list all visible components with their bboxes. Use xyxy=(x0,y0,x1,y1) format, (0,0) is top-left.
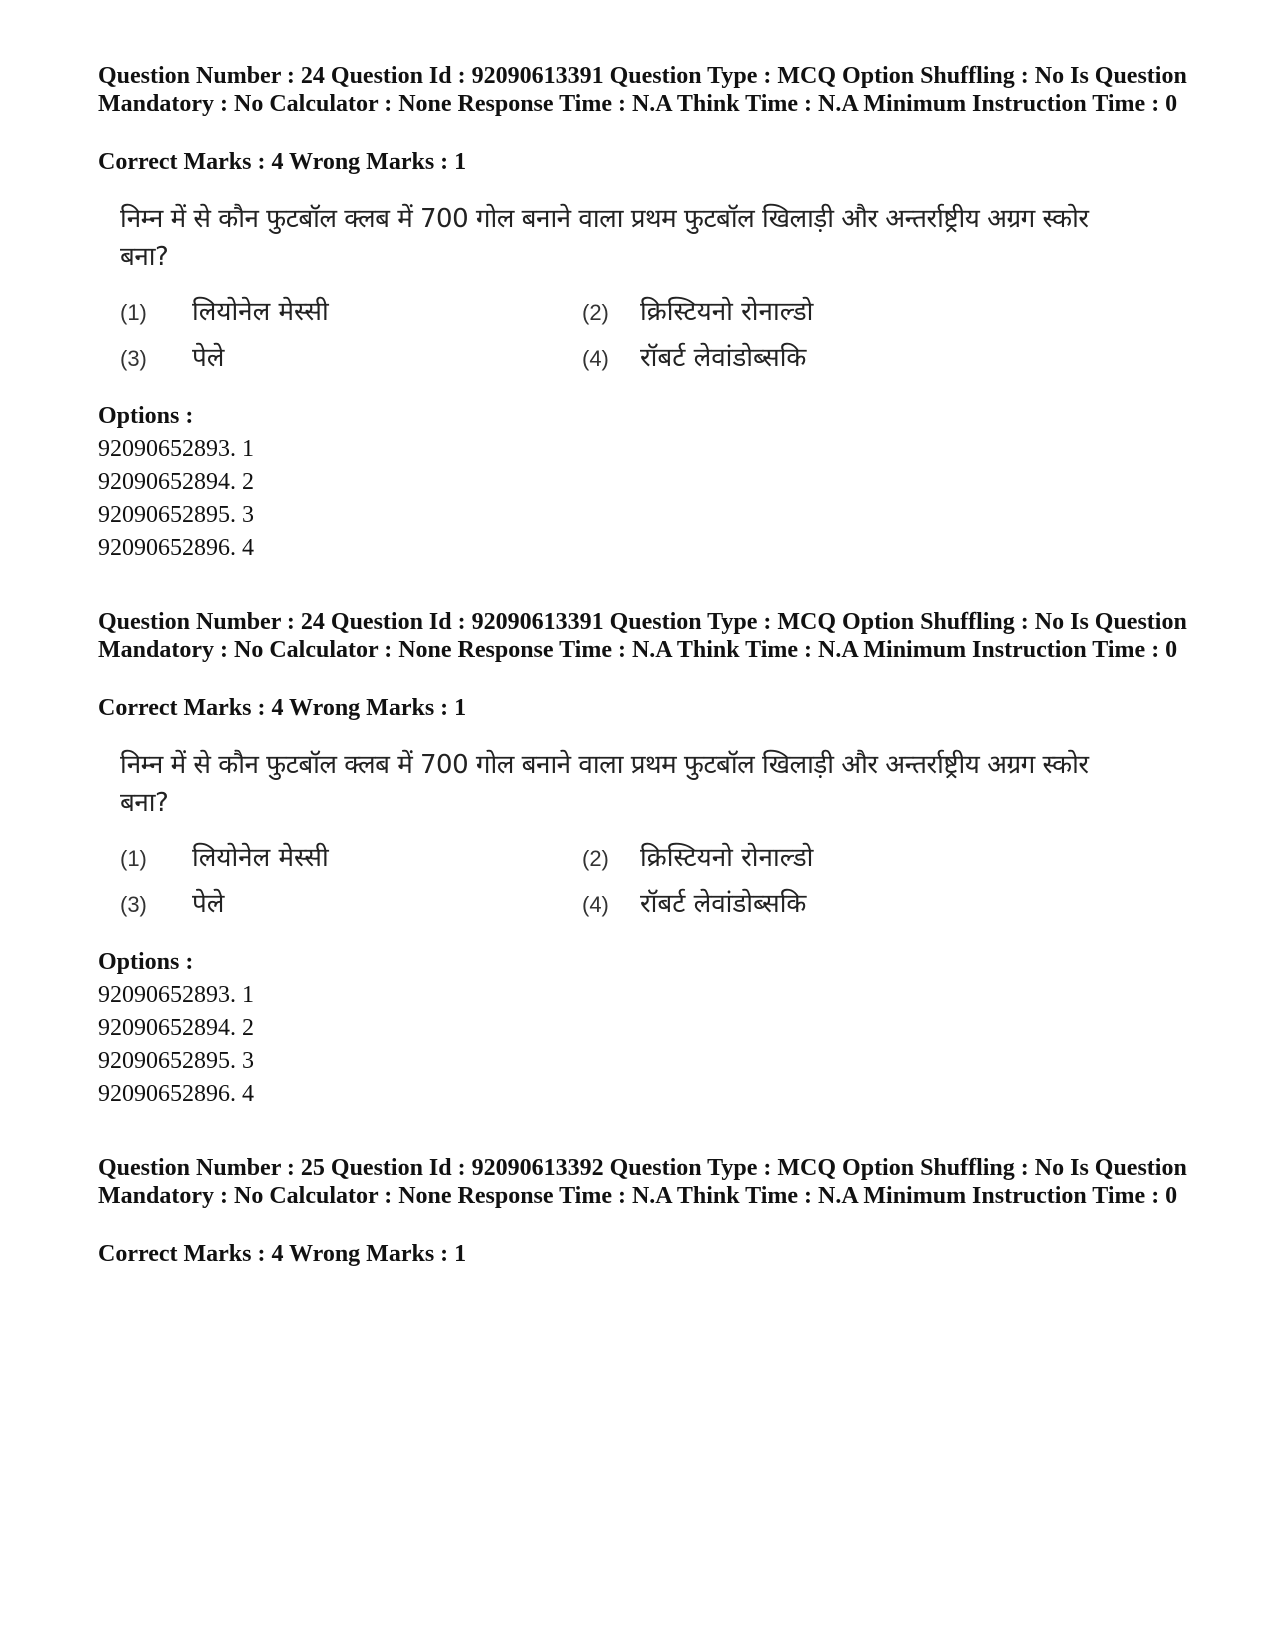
question-header: Question Number : 24 Question Id : 92090613391 Question Type : MCQ Option Shuffling : No Is Question Mandatory : No Calculator : None Response Time : N.A Think Time : N.A Minimum Instruction Time : 0 xyxy=(98,609,1187,663)
choice-4 xyxy=(582,338,806,374)
choice-text: क्रिस्टियनो रोनाल्डो xyxy=(640,843,814,873)
question-text: निम्न में से कौन फुटबॉल क्लब में 700 गोल बनाने वाला प्रथम फुटबॉल खिलाड़ी और अन्तर्राष्ट्रीय अग्रग स्कोर बना? xyxy=(120,750,1089,818)
choice-text: लियोनेल मेस्सी xyxy=(192,297,329,327)
choice-text: रॉबर्ट लेवांडोब्सकि xyxy=(640,343,807,373)
choice-number: (4) xyxy=(582,346,609,371)
marks-line: Correct Marks : 4 Wrong Marks : 1 xyxy=(98,149,467,175)
choice-3 xyxy=(120,884,224,920)
option-line: 92090652895. 3 xyxy=(98,1048,254,1074)
option-line: 92090652895. 3 xyxy=(98,502,254,528)
choice-text: क्रिस्टियनो रोनाल्डो xyxy=(640,297,814,327)
choices-grid xyxy=(120,292,1220,382)
choice-text: लियोनेल मेस्सी xyxy=(192,843,329,873)
question-image xyxy=(120,200,1220,276)
choice-2 xyxy=(582,292,813,328)
choice-text: रॉबर्ट लेवांडोब्सकि xyxy=(640,889,807,919)
choice-number: (1) xyxy=(120,846,147,871)
option-line: 92090652894. 2 xyxy=(98,1015,254,1041)
marks-line: Correct Marks : 4 Wrong Marks : 1 xyxy=(98,695,467,721)
option-line: 92090652896. 4 xyxy=(98,1081,254,1107)
option-line: 92090652893. 1 xyxy=(98,982,254,1008)
choice-4 xyxy=(582,884,806,920)
choice-1 xyxy=(120,838,329,874)
question-image xyxy=(120,746,1220,822)
option-line: 92090652893. 1 xyxy=(98,436,254,462)
choice-number: (2) xyxy=(582,846,609,871)
choice-number: (3) xyxy=(120,892,147,917)
choice-1 xyxy=(120,292,329,328)
choice-number: (1) xyxy=(120,300,147,325)
choice-3 xyxy=(120,338,224,374)
question-header: Question Number : 24 Question Id : 92090613391 Question Type : MCQ Option Shuffling : No Is Question Mandatory : No Calculator : None Response Time : N.A Think Time : N.A Minimum Instruction Time : 0 xyxy=(98,63,1187,117)
options-label: Options : xyxy=(98,403,194,429)
question-text: निम्न में से कौन फुटबॉल क्लब में 700 गोल बनाने वाला प्रथम फुटबॉल खिलाड़ी और अन्तर्राष्ट्रीय अग्रग स्कोर बना? xyxy=(120,204,1089,272)
choice-text: पेले xyxy=(192,343,225,373)
choices-grid xyxy=(120,838,1220,928)
choice-number: (3) xyxy=(120,346,147,371)
choice-number: (2) xyxy=(582,300,609,325)
choice-number: (4) xyxy=(582,892,609,917)
option-line: 92090652894. 2 xyxy=(98,469,254,495)
question-header: Question Number : 25 Question Id : 92090613392 Question Type : MCQ Option Shuffling : No Is Question Mandatory : No Calculator : None Response Time : N.A Think Time : N.A Minimum Instruction Time : 0 xyxy=(98,1155,1187,1209)
option-line: 92090652896. 4 xyxy=(98,535,254,561)
choice-text: पेले xyxy=(192,889,225,919)
choice-2 xyxy=(582,838,813,874)
marks-line: Correct Marks : 4 Wrong Marks : 1 xyxy=(98,1241,467,1267)
options-label: Options : xyxy=(98,949,194,975)
